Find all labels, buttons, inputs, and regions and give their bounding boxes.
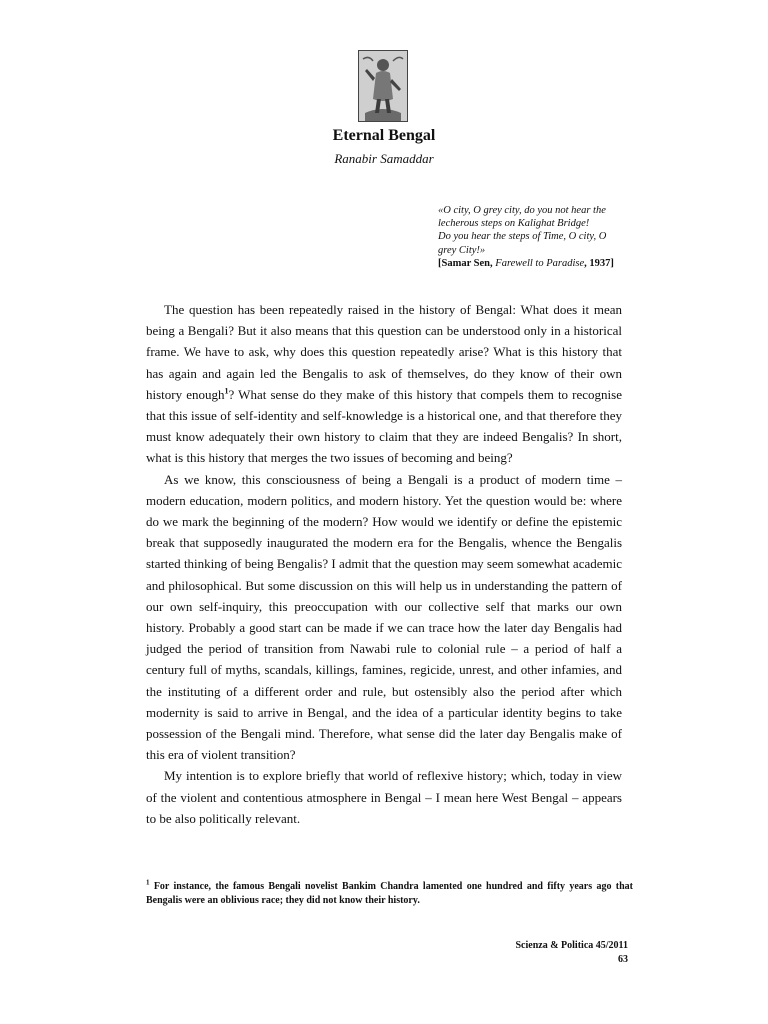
journal-citation: Scienza & Politica 45/2011 bbox=[515, 940, 628, 951]
epigraph-line: Do you hear the steps of Time, O city, O bbox=[438, 231, 607, 243]
epigraph-line: grey City!» bbox=[438, 244, 486, 256]
epigraph-source-author: [Samar Sen, bbox=[438, 257, 493, 269]
paragraph bbox=[146, 299, 622, 469]
paragraph-text: The question has been repeatedly raised in the history of Bengal: What does it mean being a Bengali? But it also means that this question can be understood only in a historical frame. We have to ask, why does this question repeatedly arise? What is this history that has again and again led the Bengalis to ask of themselves, do they know of their own history enough bbox=[146, 302, 622, 402]
epigraph-line: «O city, O grey city, do you not hear the bbox=[438, 205, 606, 216]
figure-illustration-icon bbox=[359, 51, 407, 121]
epigraph-source bbox=[438, 257, 628, 270]
epigraph-source-year: , 1937] bbox=[584, 257, 614, 269]
footnote-text: For instance, the famous Bengali novelist Bankim Chandra lamented one hundred and fifty years ago that Bengalis were an oblivious race; they did not know their history. bbox=[146, 881, 633, 906]
footnote-reference[interactable]: 1 bbox=[224, 386, 229, 396]
page-number: 63 bbox=[618, 954, 628, 965]
article-title: Eternal Bengal bbox=[332, 127, 436, 144]
epigraph-source-work: Farewell to Paradise bbox=[495, 257, 585, 269]
epigraph bbox=[438, 204, 628, 270]
article-body bbox=[146, 299, 622, 829]
page-footer bbox=[516, 939, 629, 967]
footnote bbox=[146, 880, 633, 908]
footnote-mark: 1 bbox=[146, 878, 150, 887]
paragraph: As we know, this consciousness of being a Bengali is a product of modern time – modern education, modern politics, and modern history. Yet the question would be: where do we mark the beginning of the modern? How would we identify or define the epistemic break that supposedly inaugurated the modern era for the Bengalis, whence the Bengalis started thinking of being Bengalis? I admit that the question may seem somewhat academic and philosophical. But some discussion on this will help us in understanding the pattern of our own self-inquiry, this preoccupation with our collective self that marks our own history. Probably a good start can be made if we can trace how the later day Bengalis had judged the period of transition from Nawabi rule to colonial rule – a period of half a century full of myths, scandals, killings, famines, regicide, unrest, and other infamies, and the instituting of a different order and rule, but ostensibly also the period after which modernity is said to arrive in Bengal, and the idea of a particular identity begins to take possession of the Bengali mind. Therefore, what sense did the later day Bengalis make of this era of violent transition? bbox=[146, 471, 622, 763]
title-emblem-image bbox=[358, 50, 408, 122]
epigraph-line: lecherous steps on Kalighat Bridge! bbox=[438, 218, 590, 230]
article-author: Ranabir Samaddar bbox=[334, 151, 434, 166]
paragraph-text: ? What sense do they make of this history that compels them to recognise that this issue of self-identity and self-knowledge is a historical one, and that therefore they must know adequately their own history to claim that they are indeed Bengalis? In short, what is this history that merges the two issues of becoming and being? bbox=[146, 386, 622, 466]
paragraph: My intention is to explore briefly that world of reflexive history; which, today in view of the violent and contentious atmosphere in Bengal – I mean here West Bengal – appears to be also politically relevant. bbox=[146, 768, 622, 826]
